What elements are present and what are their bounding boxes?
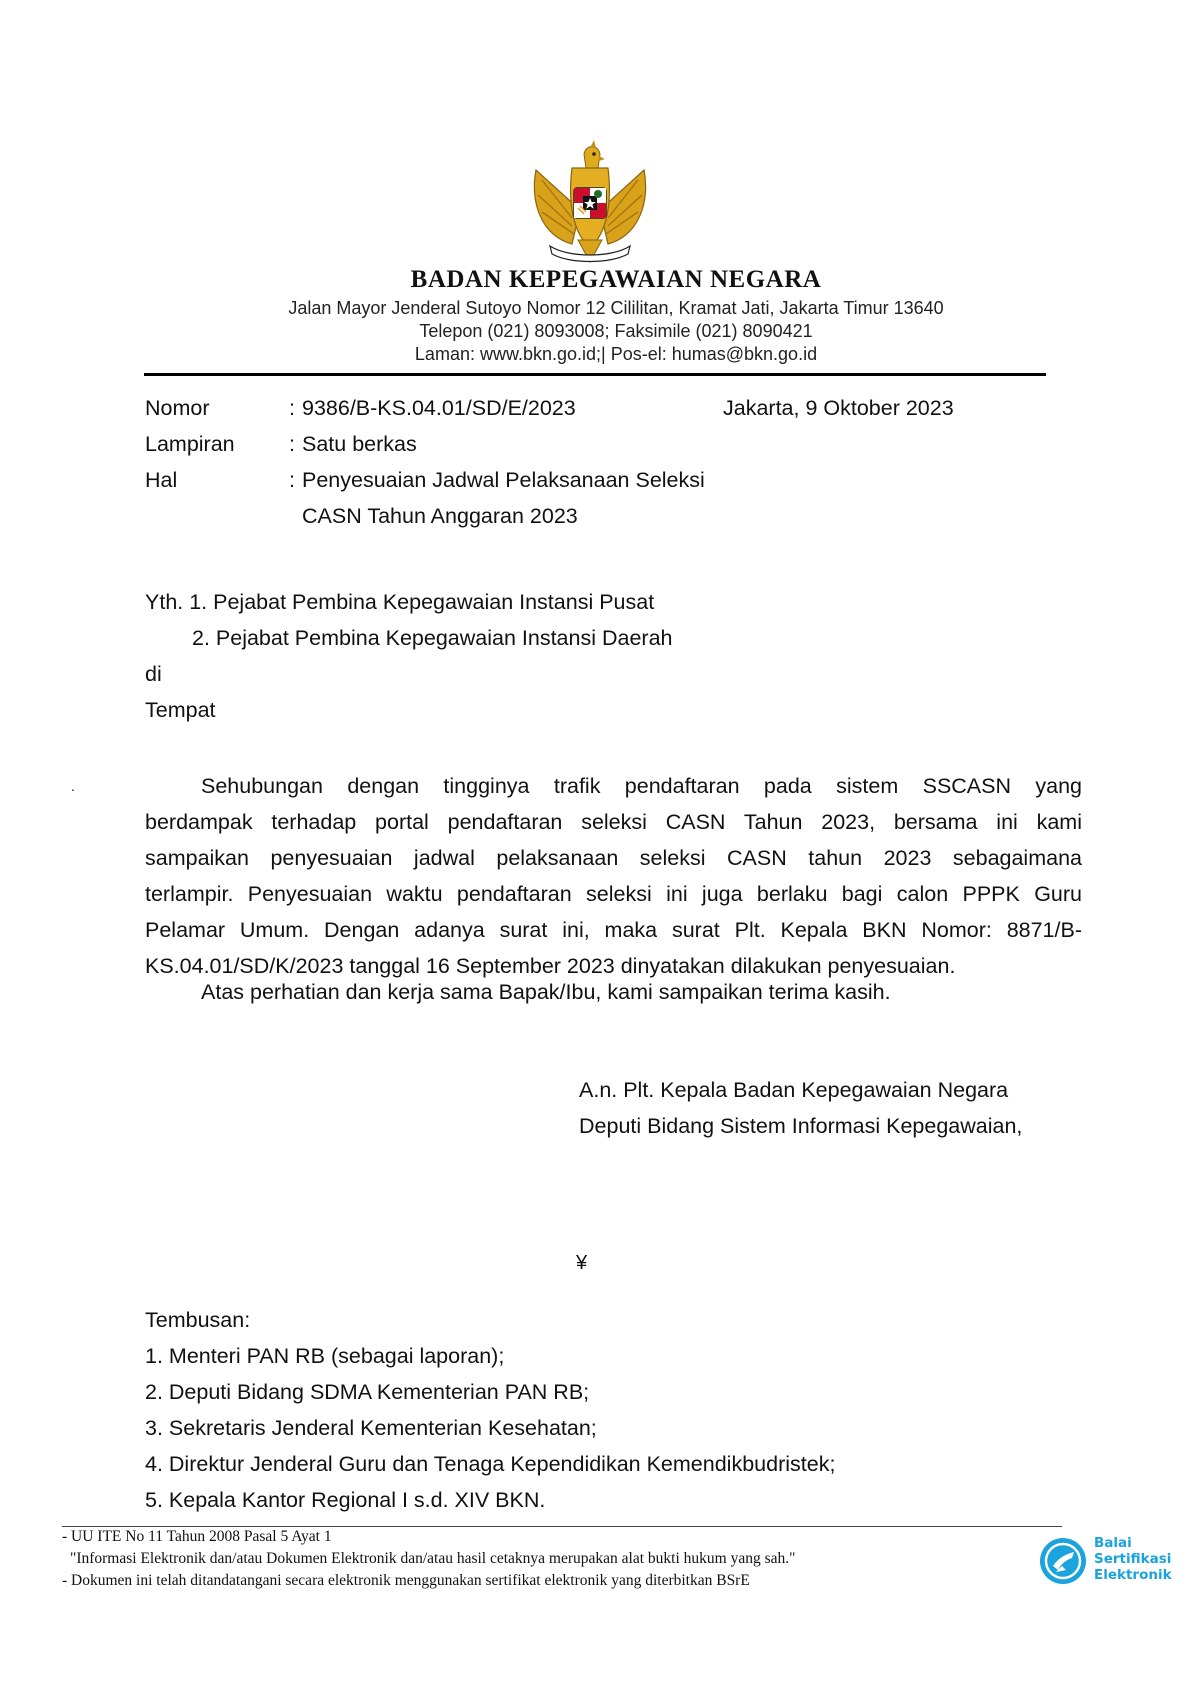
address-line-3: Laman: www.bkn.go.id;| Pos-el: humas@bkn.go.id [414, 344, 818, 364]
recipient-line-4: Tempat [145, 698, 216, 722]
bsre-logo-line-2: Sertifikasi [1094, 1551, 1172, 1567]
bsre-logo-line-3: Elektronik [1094, 1567, 1172, 1583]
paragraph-line: berdampak terhadap portal pendaftaran seleksi CASN Tahun 2023, bersama ini kami [145, 810, 1082, 834]
header-divider [144, 373, 1046, 376]
footer-line-1: - UU ITE No 11 Tahun 2008 Pasal 5 Ayat 1 [62, 1528, 332, 1545]
tembusan-title: Tembusan: [145, 1308, 251, 1332]
lampiran-value: Satu berkas [302, 432, 417, 456]
paragraph-line: Pelamar Umum. Dengan adanya surat ini, maka surat Plt. Kepala BKN Nomor: 8871/B- [145, 918, 1082, 942]
tembusan-item: 1. Menteri PAN RB (sebagai laporan); [145, 1344, 505, 1368]
tembusan-item: 5. Kepala Kantor Regional I s.d. XIV BKN. [145, 1488, 546, 1512]
paragraph-line: Sehubungan dengan tingginya trafik pendaftaran pada sistem SSCASN yang [201, 774, 1082, 798]
footer-line-2: "Informasi Elektronik dan/atau Dokumen Elektronik dan/atau hasil cetaknya merupakan alat bukti hukum yang sah." [70, 1550, 796, 1567]
recipient-line-2: 2. Pejabat Pembina Kepegawaian Instansi Daerah [192, 626, 673, 650]
lampiran-label: Lampiran [145, 432, 235, 456]
body-paragraph-1 [145, 768, 1082, 984]
tembusan-item: 3. Sekretaris Jenderal Kementerian Kesehatan; [145, 1416, 597, 1440]
footer-line-3: - Dokumen ini telah ditandatangani secara elektronik menggunakan sertifikat elektronik yang diterbitkan BSrE [62, 1572, 750, 1589]
bsre-logo [1038, 1533, 1186, 1589]
recipient-line-1: Yth. 1. Pejabat Pembina Kepegawaian Instansi Pusat [145, 590, 655, 614]
signature-line-2: Deputi Bidang Sistem Informasi Kepegawaian, [579, 1114, 1023, 1138]
hal-label: Hal [145, 468, 178, 492]
margin-dot: . [71, 778, 75, 794]
nomor-label: Nomor [145, 396, 210, 420]
address-line-1: Jalan Mayor Jenderal Sutoyo Nomor 12 Cililitan, Kramat Jati, Jakarta Timur 13640 [288, 298, 944, 318]
signature-line-1: A.n. Plt. Kepala Badan Kepegawaian Negara [579, 1078, 1009, 1102]
tembusan-item: 2. Deputi Bidang SDMA Kementerian PAN RB; [145, 1380, 590, 1404]
tembusan-item: 4. Direktur Jenderal Guru dan Tenaga Kependidikan Kemendikbudristek; [145, 1452, 836, 1476]
bsre-logo-line-1: Balai [1094, 1535, 1132, 1551]
footer-divider [62, 1526, 1062, 1527]
garuda-emblem-icon [528, 140, 652, 268]
nomor-colon: : [289, 396, 295, 420]
paragraph-line: KS.04.01/SD/K/2023 tanggal 16 September 2023 dinyatakan dilakukan penyesuaian. [145, 954, 956, 978]
recipient-line-3: di [145, 662, 162, 686]
lampiran-colon: : [289, 432, 295, 456]
org-name: BADAN KEPEGAWAIAN NEGARA [410, 266, 822, 293]
bsre-logo-icon [1038, 1536, 1088, 1586]
hal-value-line-2: CASN Tahun Anggaran 2023 [302, 504, 578, 528]
letter-date: Jakarta, 9 Oktober 2023 [723, 396, 954, 420]
paragraph-line: sampaikan penyesuaian jadwal pelaksanaan seleksi CASN tahun 2023 sebagaimana [145, 846, 1082, 870]
address-line-2: Telepon (021) 8093008; Faksimile (021) 8090421 [419, 321, 813, 341]
nomor-value: 9386/B-KS.04.01/SD/E/2023 [302, 396, 576, 420]
hal-colon: : [289, 468, 295, 492]
body-paragraph-2: Atas perhatian dan kerja sama Bapak/Ibu, kami sampaikan terima kasih. [201, 980, 891, 1004]
paragraph-line: terlampir. Penyesuaian waktu pendaftaran seleksi ini juga berlaku bagi calon PPPK Guru [145, 882, 1082, 906]
signature-mark: ¥ [576, 1252, 588, 1274]
hal-value-line-1: Penyesuaian Jadwal Pelaksanaan Seleksi [302, 468, 705, 492]
